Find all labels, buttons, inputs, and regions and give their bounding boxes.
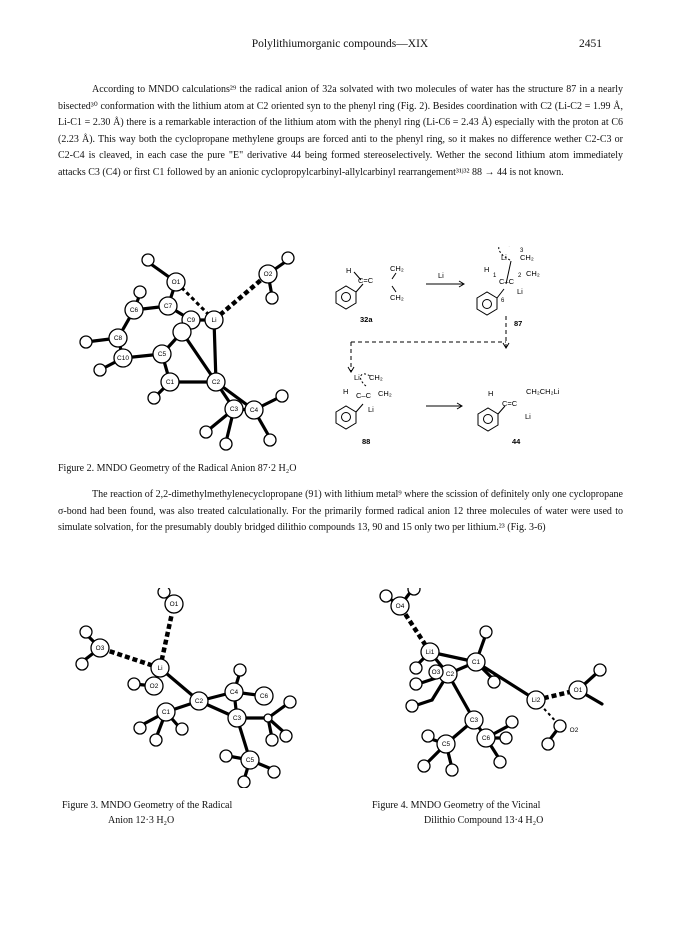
paragraph-mndo-radical-anion [58,82,623,182]
atom-label: O1 [171,279,181,286]
atom-label: C1 [161,709,171,716]
figure-4 [362,588,622,788]
atom-label: C5 [245,757,255,764]
atom-label: C2 [211,379,221,386]
atom-label: C6 [481,735,491,742]
atom-label: C8 [113,335,123,342]
running-title: Polylithiumorganic compounds—XIX [251,38,429,50]
reagent-label: Li [438,271,444,280]
figure-3 [60,588,320,788]
atom-label: O4 [395,603,405,610]
figure-3-caption-line-1: Figure 3. MNDO Geometry of the Radical [62,800,233,811]
figure-2-caption: Figure 2. MNDO Geometry of the Radical Anion 87·2 H₂O [58,463,297,474]
figure-4-caption-line-1: Figure 4. MNDO Geometry of the Vicinal [372,800,541,811]
atom-label: C1 [471,659,481,666]
figure-3-drawing [60,588,320,788]
scheme-atom: CH₂CH₂Li [526,387,560,396]
atom-number: 1 [493,273,497,279]
figure-4-caption-line-2: Dilithio Compound 13·4 H₂O [424,815,544,826]
compound-label-87: 87 [514,319,523,328]
atom-label: O3 [431,669,441,676]
atom-label: Li2 [531,697,541,704]
atom-number: 2 [518,273,522,279]
scheme-atom: CH₂ [520,253,534,262]
atom-label: C6 [259,693,269,700]
atom-label: Li1 [425,649,435,656]
atom-label: C7 [163,303,173,310]
figure-2-drawing [56,246,656,460]
scheme-atom: H [484,265,490,274]
atom-label: C6 [129,307,139,314]
scheme-atom: Li [517,287,523,296]
atom-label: C3 [469,717,479,724]
scheme-atom: C–C [356,391,372,400]
atom-label: C2 [194,698,204,705]
paragraph-methylenecyclopropane [58,487,623,537]
scheme-atom: CH₂ [369,373,383,382]
paragraph-text: The reaction of 2,2-dimethylmethylenecyclopropane (91) with lithium metal⁹ where the scission of definitely only one cyclopropane σ-bond had been found, was also treated calculationally. For the primarily formed radical anion 12 three molecules of water were used to simulate solvation, for the presumably doubly bridged dilithio compounds 13, 90 and 15 only two per lithium.²³ (Fig. 3-6) [58,489,623,534]
scheme-atom: Li [368,405,374,414]
atom-label: C1 [165,379,175,386]
atom-label: Li [211,317,217,324]
atom-label: O2 [149,683,159,690]
atom-label: O3 [95,645,105,652]
molecule-12-bonds [82,592,290,780]
molecule-87-hydrogens [80,252,294,450]
atom-number: 3 [520,248,524,254]
scheme-atom: Li [354,373,360,382]
compound-label-32a: 32a [360,315,373,324]
figure-4-caption [372,798,612,828]
atom-label: C10 [117,355,129,362]
atom-label: C5 [157,351,167,358]
atom-label: C4 [249,407,259,414]
scheme-atom: C=C [358,276,374,285]
atom-label: C5 [441,741,451,748]
compound-label-88: 88 [362,437,371,446]
scheme-atom: CH₂ [390,293,404,302]
atom-label: Li [157,665,163,672]
scheme-atom: CH₂ [378,389,392,398]
atom-label: C2 [445,671,455,678]
atom-number: 6 [501,298,505,304]
atom-label: O1 [169,601,179,608]
scheme-atom: H [488,389,494,398]
scheme-atom: C=C [502,399,518,408]
scheme-atom: H [343,387,349,396]
scheme-atom: Li [525,412,531,421]
atom-label: C4 [229,689,239,696]
paragraph-text: According to MNDO calculations²⁹ the radical anion of 32a solvated with two molecules of water has the structure 87 in a nearly bisected³⁰ conformation with the lithium atom at C2 oriented syn to the phenyl ring (Fig. 2). Besides coordination with C2 (Li-C2 = 1.99 Å, Li-C1 = 2.30 Å) there is a remarkable interaction of the lithium atom with the phenyl ring (Li-C6 = 2.43 Å) especially with the proton at C6 (2.23 Å). This way both the cyclopropane methylene groups are forced anti to the phenyl ring, so it makes no difference wether C2-C3 or C2-C4 is cleaved, in each case the pure "E" derivative 44 being formed stereoselectively. Wether the second lithium atom immediately attacks C3 (C4) or first C1 followed by an anionic cyclopropylcarbinyl-allylcarbinyl rearrangement³¹ʲ³² 88 → 44 is not known. [58,84,623,178]
page-number: 2451 [579,38,602,50]
atom-label: O2 [569,727,579,734]
atom-label: C9 [186,317,196,324]
scheme-atom: CH₂ [526,269,540,278]
atom-label: O2 [263,271,273,278]
scheme-atom: Li [501,253,507,262]
scheme-atom: CH₂ [390,264,404,273]
figure-3-caption [62,798,302,828]
atom-label: C3 [232,715,242,722]
figure-3-caption-line-2: Anion 12·3 H₂O [108,815,175,826]
atom-label: O1 [573,687,583,694]
atom-label: C3 [229,406,239,413]
figure-4-drawing [362,588,622,788]
compound-label-44: 44 [512,437,521,446]
coordination-bond [214,274,268,320]
running-head [0,38,680,54]
scheme-atom: H [346,266,352,275]
coordination-bond [160,604,174,668]
scheme-atom: C–C [499,277,515,286]
figure-2 [56,246,656,460]
